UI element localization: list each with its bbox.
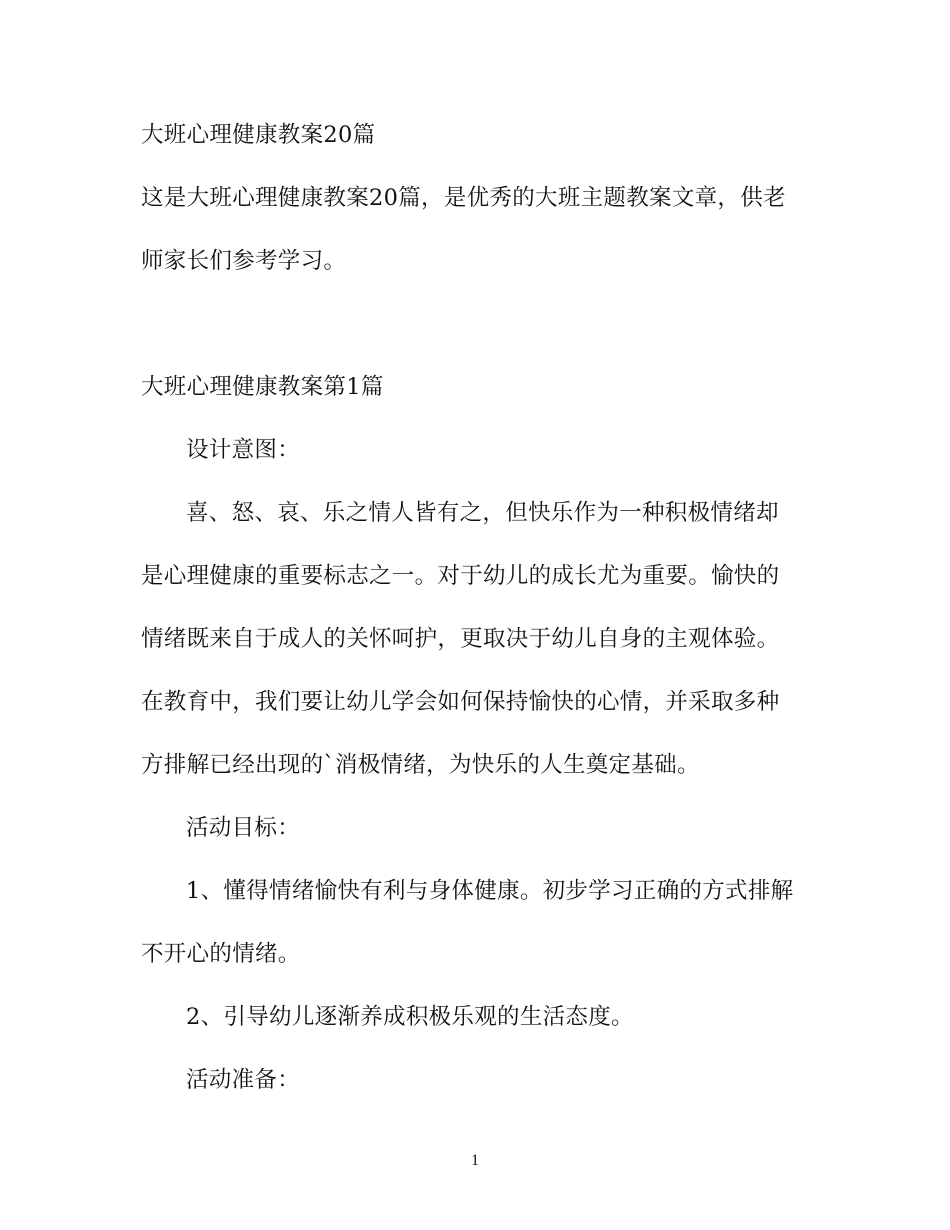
paragraph-line: 方排解已经出现的`消极情绪，为快乐的人生奠定基础。 <box>141 752 700 778</box>
section-heading: 大班心理健康教案第1篇 <box>141 374 384 400</box>
paragraph-line: 情绪既来自于成人的关怀呵护，更取决于幼儿自身的主观体验。 <box>141 626 780 652</box>
intro-line-2: 师家长们参考学习。 <box>141 248 347 274</box>
document-title: 大班心理健康教案20篇 <box>141 122 376 148</box>
activity-goals-heading: 活动目标： <box>186 815 301 841</box>
paragraph-line: 喜、怒、哀、乐之情人皆有之，但快乐作为一种积极情绪却 <box>186 500 779 526</box>
design-intent-heading: 设计意图： <box>186 437 301 463</box>
goal-item-1: 1、懂得情绪愉快有利与身体健康。初步学习正确的方式排解 <box>186 878 794 904</box>
intro-line-1: 这是大班心理健康教案20篇，是优秀的大班主题教案文章，供老 <box>141 185 786 211</box>
activity-preparation-heading: 活动准备： <box>186 1067 301 1093</box>
goal-item-2: 2、引导幼儿逐渐养成积极乐观的生活态度。 <box>186 1004 634 1030</box>
paragraph-line: 是心理健康的重要标志之一。对于幼儿的成长尤为重要。愉快的 <box>141 563 780 589</box>
goal-item-1-continued: 不开心的情绪。 <box>141 941 301 967</box>
document-body <box>141 104 811 1112</box>
page-number: 1 <box>471 1152 479 1169</box>
paragraph-line: 在教育中，我们要让幼儿学会如何保持愉快的心情，并采取多种 <box>141 689 780 715</box>
blank-line <box>141 293 811 356</box>
